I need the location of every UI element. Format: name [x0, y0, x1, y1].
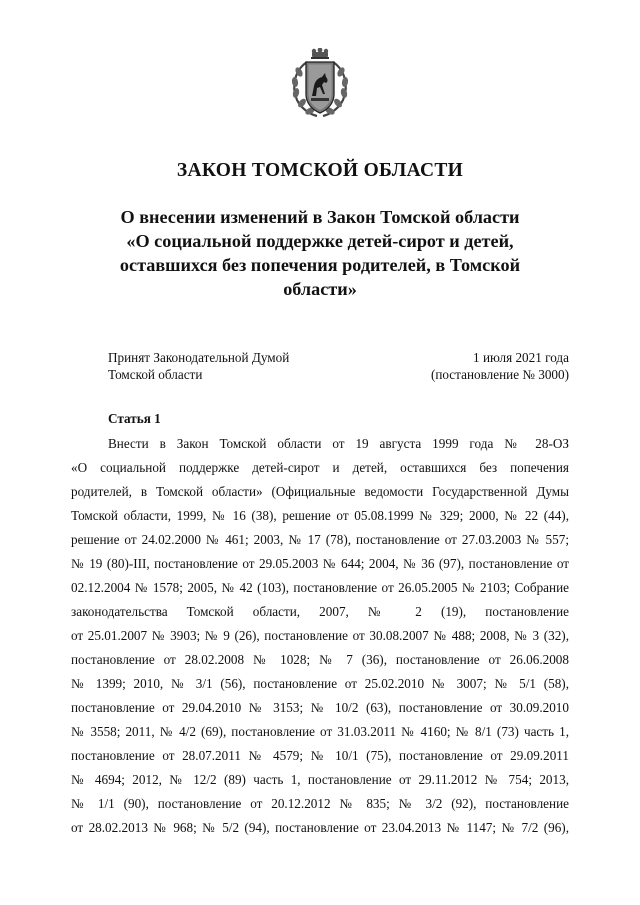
article-body: [71, 432, 569, 840]
body-line: Внести в Закон Томской области от 19 августа 1999 года № 28-ОЗ: [108, 436, 569, 451]
law-subject: [100, 205, 540, 301]
body-line: № 3558; 2011, № 4/2 (69), постановление от 31.03.2011 № 4160; № 8/1 (73) часть 1,: [71, 724, 569, 739]
adopted-by-line: Принят Законодательной Думой: [108, 350, 290, 365]
body-line: постановление от 28.07.2011 № 4579; № 10/1 (75), постановление от 29.09.2011: [71, 748, 569, 763]
body-line: № 1/1 (90), постановление от 20.12.2012 № 835; № 3/2 (92), постановление: [71, 796, 569, 811]
body-line: Томской области, 1999, № 16 (38), решение от 05.08.1999 № 329; 2000, № 22 (44),: [71, 508, 569, 523]
subject-line: области»: [283, 279, 357, 299]
coat-of-arms-icon: [289, 48, 351, 122]
subject-line: О внесении изменений в Закон Томской области: [120, 207, 520, 227]
body-line: от 25.01.2007 № 3903; № 9 (26), постановление от 30.08.2007 № 488; 2008, № 3 (32),: [71, 628, 569, 643]
law-title: ЗАКОН ТОМСКОЙ ОБЛАСТИ: [176, 160, 464, 181]
body-line: родителей, в Томской области» (Официальные ведомости Государственной Думы: [71, 484, 569, 499]
body-line: от 28.02.2013 № 968; № 5/2 (94), постановление от 23.04.2013 № 1147; № 7/2 (96),: [71, 820, 569, 835]
adopted-by-line: Томской области: [108, 367, 203, 382]
body-line: № 19 (80)-III, постановление от 29.05.2003 № 644; 2004, № 36 (97), постановление от: [71, 556, 569, 571]
article-heading: Статья 1: [108, 411, 161, 426]
adoption-date: 1 июля 2021 года: [473, 350, 569, 365]
body-line: № 4694; 2012, № 12/2 (89) часть 1, постановление от 29.11.2012 № 754; 2013,: [71, 772, 569, 787]
body-line: постановление от 29.04.2010 № 3153; № 10/2 (63), постановление от 30.09.2010: [71, 700, 569, 715]
resolution-number: (постановление № 3000): [430, 367, 569, 382]
body-line: 02.12.2004 № 1578; 2005, № 42 (103), постановление от 26.05.2005 № 2103; Собрание: [71, 580, 569, 595]
subject-line: «О социальной поддержке детей-сирот и детей,: [126, 231, 514, 251]
body-line: решение от 24.02.2000 № 461; 2003, № 17 (78), постановление от 27.03.2003 № 557;: [71, 532, 569, 547]
body-line: постановление от 28.02.2008 № 1028; № 7 (36), постановление от 26.06.2008: [71, 652, 569, 667]
body-line: № 1399; 2010, № 3/1 (56), постановление от 25.02.2010 № 3007; № 5/1 (58),: [71, 676, 569, 691]
adoption-info: [431, 349, 569, 383]
subject-line: оставшихся без попечения родителей, в Томской: [119, 255, 521, 275]
body-line: «О социальной поддержке детей-сирот и детей, оставшихся без попечения: [71, 460, 569, 475]
adopted-by: [108, 349, 289, 383]
body-line: законодательства Томской области, 2007, № 2 (19), постановление: [71, 604, 569, 619]
